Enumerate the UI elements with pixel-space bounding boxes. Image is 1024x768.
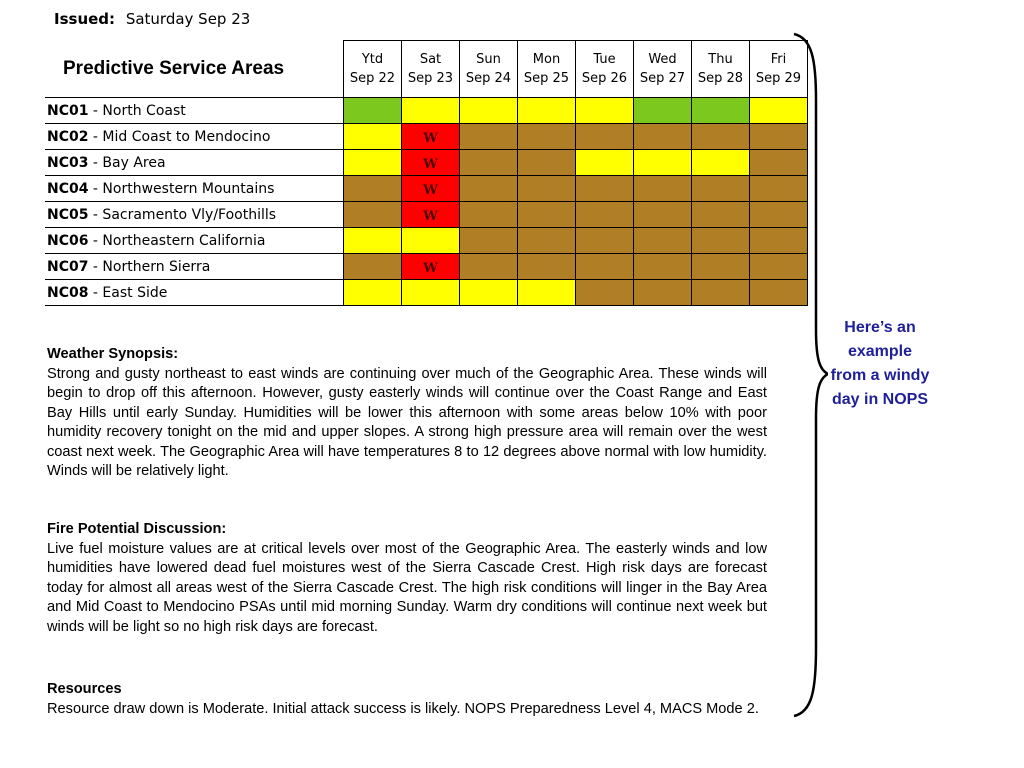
table-row <box>45 280 808 306</box>
risk-cell-green <box>344 98 402 124</box>
resources-body: Resource draw down is Moderate. Initial attack success is likely. NOPS Preparedness Level 4, MACS Mode 2. <box>47 700 759 717</box>
right-brace-icon <box>788 30 828 720</box>
psa-code: NC06 <box>47 232 89 249</box>
psa-code: NC07 <box>47 258 89 275</box>
psa-row-label <box>45 280 344 306</box>
table-title: Predictive Service Areas <box>45 41 344 98</box>
risk-cell-yellow <box>518 98 576 124</box>
risk-cell-yellow <box>402 98 460 124</box>
risk-cell-brown <box>518 124 576 150</box>
risk-cell-brown <box>576 280 634 306</box>
wind-mark: W <box>423 183 438 198</box>
risk-cell-yellow <box>634 150 692 176</box>
issued-line <box>54 9 250 29</box>
risk-cell-red <box>402 150 460 176</box>
risk-cell-brown <box>518 202 576 228</box>
risk-cell-brown <box>518 150 576 176</box>
day-name: Fri <box>770 52 787 67</box>
risk-cell-brown <box>692 124 750 150</box>
psa-name: - Sacramento Vly/Foothills <box>88 206 277 223</box>
wind-mark: W <box>423 157 438 172</box>
risk-cell-brown <box>576 202 634 228</box>
psa-row-label <box>45 254 344 280</box>
risk-cell-brown <box>634 176 692 202</box>
table-row <box>45 98 808 124</box>
resources-heading: Resources <box>47 681 122 697</box>
table-row <box>45 176 808 202</box>
day-header <box>460 41 518 98</box>
table-row <box>45 254 808 280</box>
risk-cell-brown <box>460 228 518 254</box>
risk-cell-brown <box>460 150 518 176</box>
risk-cell-brown <box>344 202 402 228</box>
risk-cell-brown <box>460 202 518 228</box>
day-header <box>344 41 402 98</box>
day-date: Sep 23 <box>407 71 454 86</box>
risk-cell-brown <box>634 280 692 306</box>
risk-cell-yellow <box>344 124 402 150</box>
weather-synopsis-heading: Weather Synopsis: <box>47 346 179 362</box>
psa-code: NC04 <box>47 180 89 197</box>
risk-cell-brown <box>576 254 634 280</box>
risk-cell-green <box>634 98 692 124</box>
table-header-row <box>45 41 808 98</box>
issued-label: Issued: <box>54 10 116 28</box>
issued-date: Saturday Sep 23 <box>125 10 251 28</box>
risk-cell-brown <box>692 254 750 280</box>
table-row <box>45 202 808 228</box>
risk-cell-brown <box>518 228 576 254</box>
day-header <box>518 41 576 98</box>
day-date: Sep 26 <box>581 71 628 86</box>
psa-name: - Bay Area <box>88 154 166 171</box>
table-body <box>45 98 808 306</box>
psa-row-label <box>45 228 344 254</box>
wind-mark: W <box>423 261 438 276</box>
psa-code: NC01 <box>47 102 89 119</box>
psa-row-label <box>45 202 344 228</box>
psa-forecast-table <box>45 40 808 306</box>
risk-cell-brown <box>692 228 750 254</box>
risk-cell-brown <box>692 202 750 228</box>
day-name: Tue <box>593 52 616 67</box>
day-date: Sep 24 <box>465 71 512 86</box>
risk-cell-brown <box>634 228 692 254</box>
weather-synopsis-body: Strong and gusty northeast to east winds are continuing over much of the Geographic Area. These winds will begin to drop off this afternoon. However, gusty easterly winds will continue over the Coast Range and East Bay Hills until early Sunday. Humidities will be lower this afternoon with some areas below 10% with poor humidity recovery tonight on the mid and upper slopes. A strong high pressure area will remain over the west coast next week. The Geographic Area will have temperatures 8 to 12 degrees above normal with low humidity. Winds will be relatively light. <box>47 365 767 479</box>
psa-code: NC02 <box>47 128 89 145</box>
day-name: Ytd <box>361 52 384 67</box>
day-header <box>402 41 460 98</box>
resources-section <box>47 680 767 719</box>
psa-name: - Northwestern Mountains <box>88 180 275 197</box>
day-header <box>634 41 692 98</box>
risk-cell-yellow <box>402 280 460 306</box>
risk-cell-brown <box>634 254 692 280</box>
risk-cell-brown <box>634 124 692 150</box>
table-row <box>45 124 808 150</box>
day-name: Wed <box>648 52 677 67</box>
psa-name: - Northeastern California <box>88 232 266 249</box>
risk-cell-brown <box>576 228 634 254</box>
psa-row-label <box>45 150 344 176</box>
fire-potential-heading: Fire Potential Discussion: <box>47 521 227 537</box>
psa-row-label <box>45 124 344 150</box>
risk-cell-brown <box>460 254 518 280</box>
risk-cell-yellow <box>402 228 460 254</box>
risk-cell-yellow <box>692 150 750 176</box>
risk-cell-yellow <box>344 280 402 306</box>
risk-cell-yellow <box>460 280 518 306</box>
risk-cell-brown <box>344 254 402 280</box>
risk-cell-yellow <box>344 228 402 254</box>
risk-cell-brown <box>344 176 402 202</box>
risk-cell-yellow <box>576 98 634 124</box>
risk-cell-brown <box>460 176 518 202</box>
psa-name: - East Side <box>88 284 168 301</box>
day-name: Sat <box>419 52 442 67</box>
risk-cell-red <box>402 176 460 202</box>
day-name: Mon <box>532 52 561 67</box>
risk-cell-green <box>692 98 750 124</box>
risk-cell-yellow <box>518 280 576 306</box>
fire-potential-body: Live fuel moisture values are at critical levels over most of the Geographic Area. The easterly winds and low humidities have lowered dead fuel moistures west of the Sierra Cascade Crest. High risk days are forecast today for almost all areas west of the Sierra Cascade Crest. The high risk conditions will linger in the Bay Area and Mid Coast to Mendocino PSAs until mid morning Sunday. Warm dry conditions will continue next week but winds will be light so no high risk days are forecast. <box>47 540 767 635</box>
risk-cell-red <box>402 124 460 150</box>
risk-cell-brown <box>692 280 750 306</box>
psa-name: - North Coast <box>88 102 186 119</box>
risk-cell-brown <box>634 202 692 228</box>
day-date: Sep 29 <box>755 71 802 86</box>
day-date: Sep 22 <box>349 71 396 86</box>
risk-cell-brown <box>576 176 634 202</box>
wind-mark: W <box>423 131 438 146</box>
risk-cell-brown <box>692 176 750 202</box>
risk-cell-red <box>402 202 460 228</box>
risk-cell-yellow <box>576 150 634 176</box>
risk-cell-yellow <box>460 98 518 124</box>
psa-code: NC05 <box>47 206 89 223</box>
day-name: Sun <box>476 52 501 67</box>
wind-mark: W <box>423 209 438 224</box>
risk-cell-brown <box>576 124 634 150</box>
psa-code: NC03 <box>47 154 89 171</box>
table-row <box>45 228 808 254</box>
risk-cell-brown <box>518 254 576 280</box>
risk-cell-brown <box>518 176 576 202</box>
psa-name: - Northern Sierra <box>88 258 211 275</box>
day-name: Thu <box>708 52 733 67</box>
psa-name: - Mid Coast to Mendocino <box>88 128 271 145</box>
day-header <box>576 41 634 98</box>
day-header <box>692 41 750 98</box>
fire-potential-section <box>47 520 767 637</box>
day-date: Sep 28 <box>697 71 744 86</box>
psa-code: NC08 <box>47 284 89 301</box>
psa-row-label <box>45 98 344 124</box>
weather-synopsis-section <box>47 345 767 482</box>
day-date: Sep 25 <box>523 71 570 86</box>
day-date: Sep 27 <box>639 71 686 86</box>
risk-cell-red <box>402 254 460 280</box>
callout-note: Here’s an example from a windy day in NOPS <box>830 319 930 408</box>
table-row <box>45 150 808 176</box>
psa-row-label <box>45 176 344 202</box>
risk-cell-brown <box>460 124 518 150</box>
risk-cell-yellow <box>344 150 402 176</box>
